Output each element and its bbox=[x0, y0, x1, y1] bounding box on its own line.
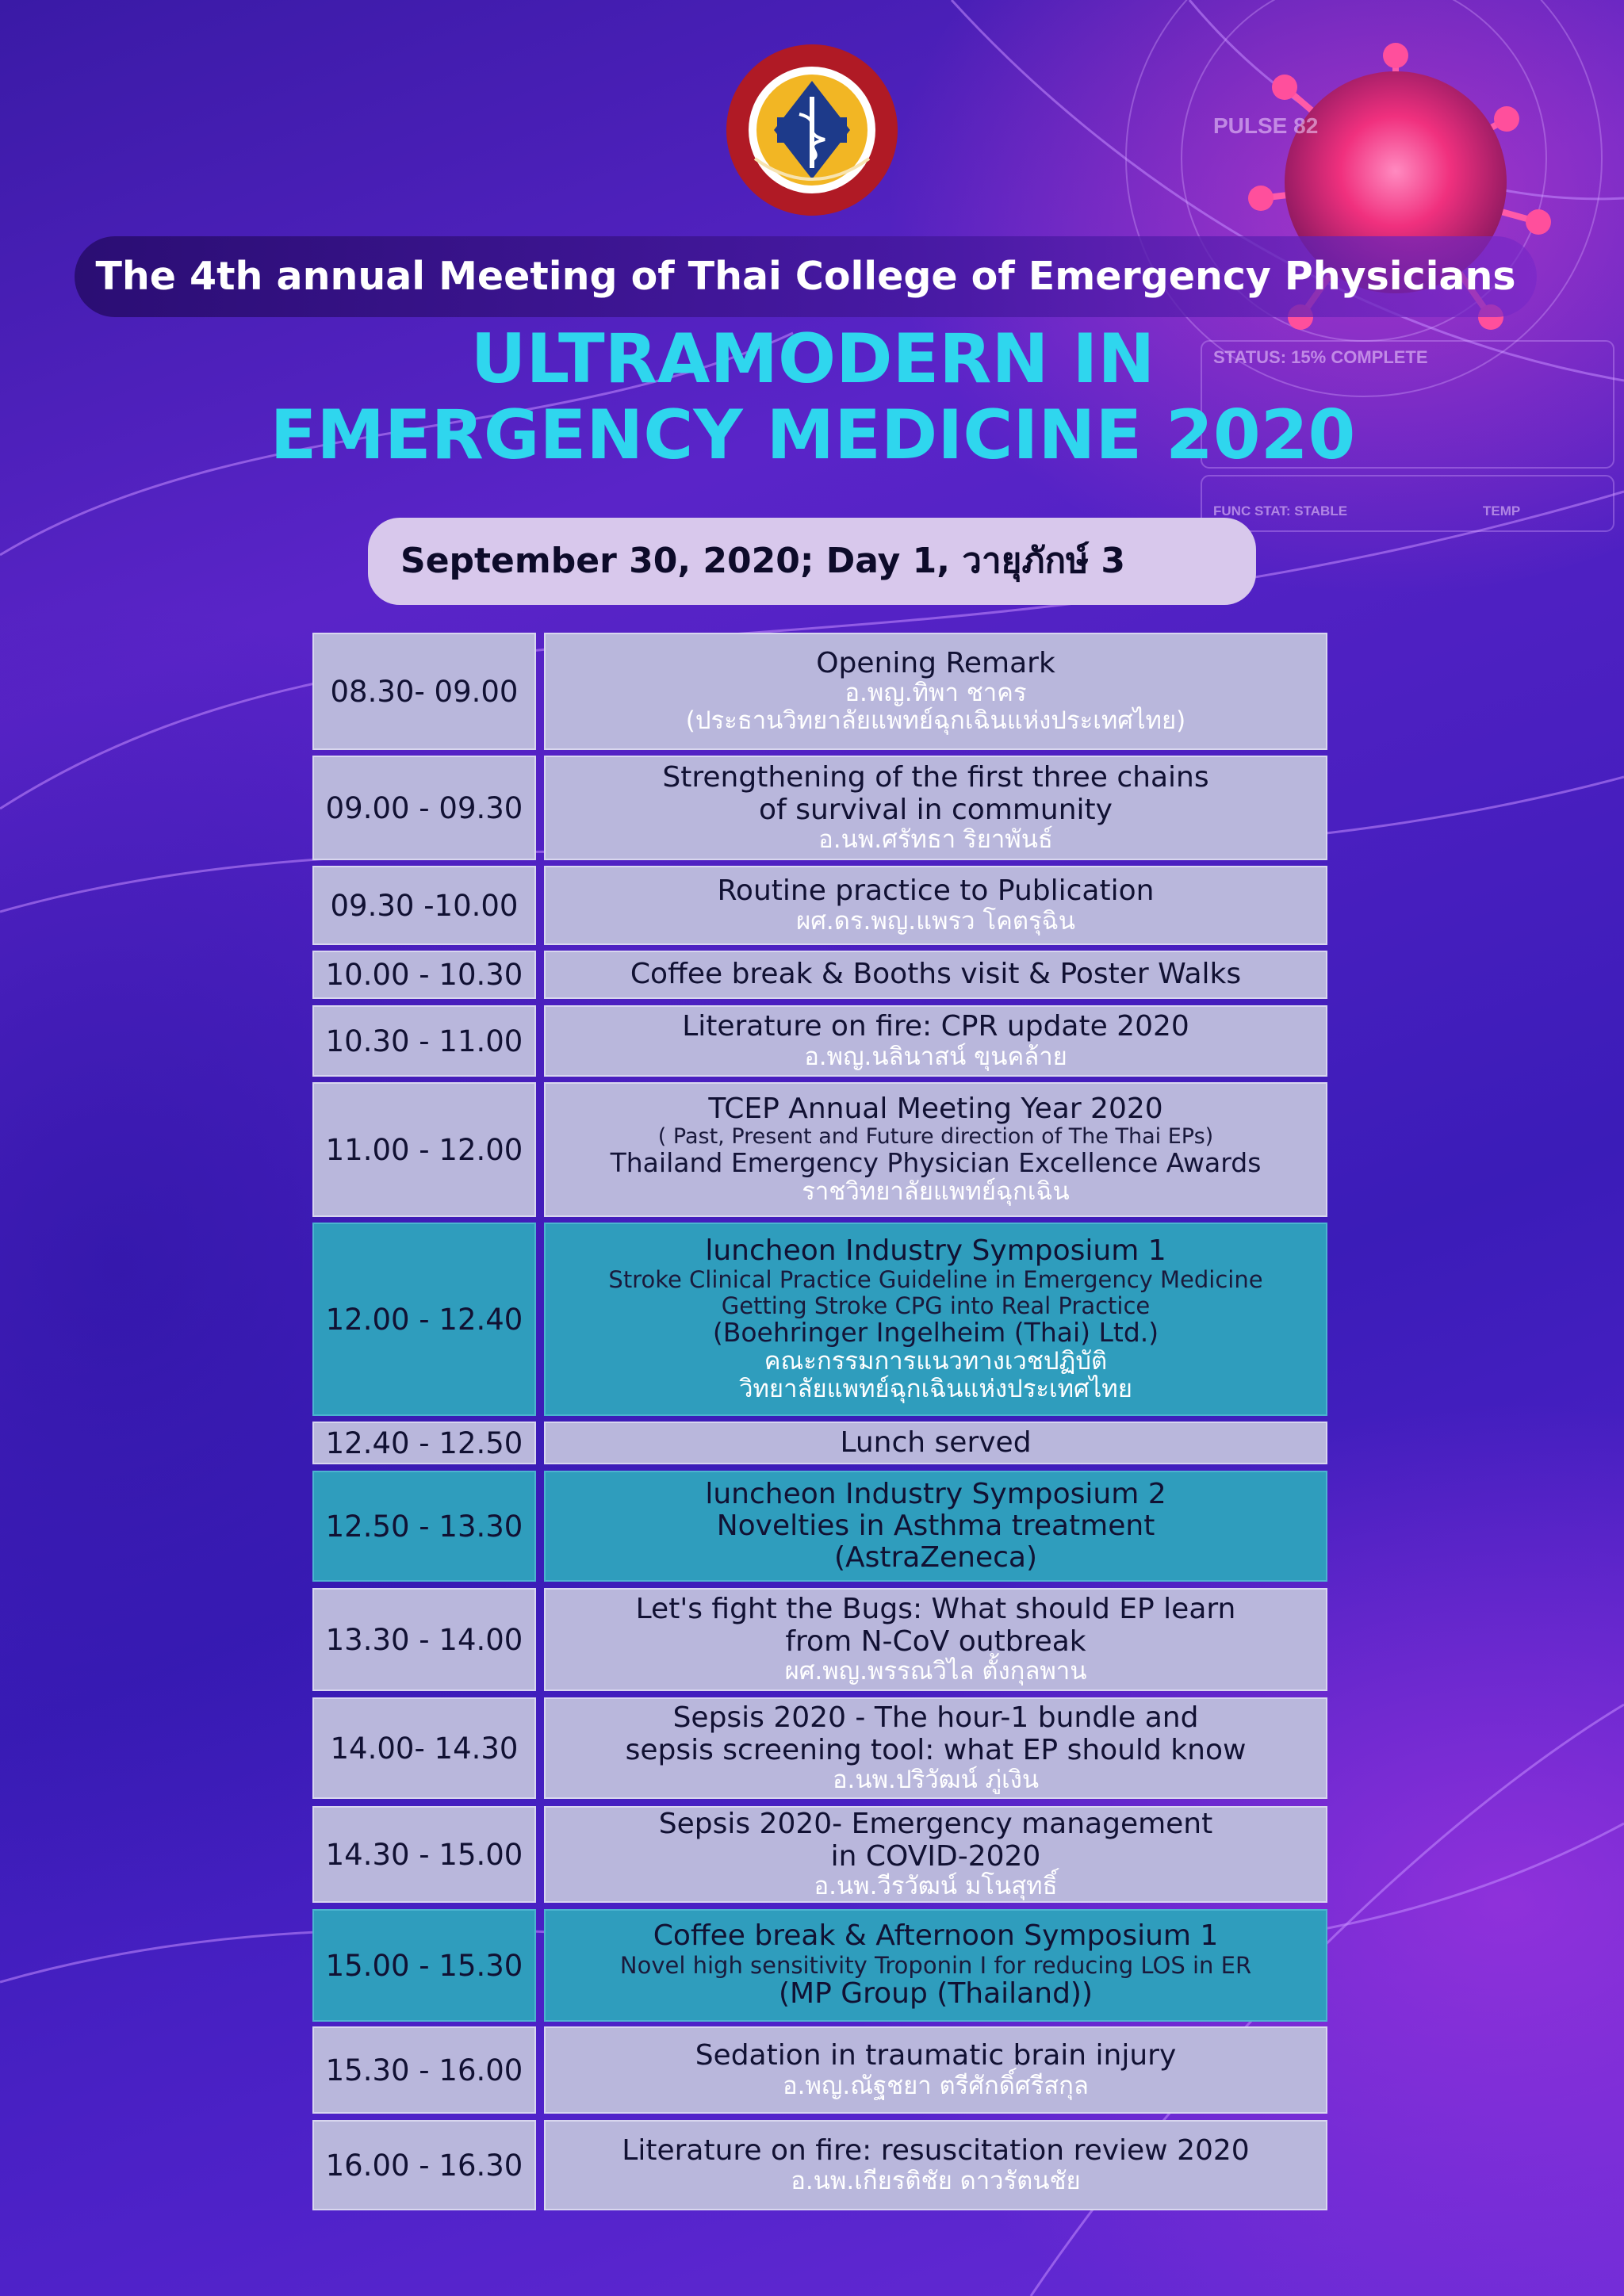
session-title-line: in COVID-2020 bbox=[830, 1839, 1041, 1873]
session-title-line: luncheon Industry Symposium 2 bbox=[705, 1477, 1166, 1510]
session-time: 16.00 - 16.30 bbox=[312, 2120, 536, 2210]
session-title-line: ( Past, Present and Future direction of The Thai EPs) bbox=[657, 1124, 1214, 1150]
schedule-row bbox=[312, 756, 1327, 860]
session-speaker: อ.นพ.วีรวัฒน์ มโนสุทธิ์ bbox=[814, 1871, 1058, 1900]
session-title-line: Routine practice to Publication bbox=[717, 874, 1155, 908]
session-title-line: Getting Stroke CPG into Real Practice bbox=[721, 1292, 1151, 1319]
session-details bbox=[544, 1422, 1327, 1464]
session-details bbox=[544, 2026, 1327, 2114]
session-time: 12.50 - 13.30 bbox=[312, 1471, 536, 1582]
session-time: 09.00 - 09.30 bbox=[312, 756, 536, 860]
session-speaker: อ.นพ.เกียรติชัย ดาวรัตนชัย bbox=[791, 2166, 1081, 2195]
session-time: 10.30 - 11.00 bbox=[312, 1005, 536, 1077]
headline-line-2: EMERGENCY MEDICINE 2020 bbox=[270, 396, 1356, 476]
session-details bbox=[544, 1223, 1327, 1416]
session-time: 10.00 - 10.30 bbox=[312, 951, 536, 999]
session-speaker: ผศ.พญ.พรรณวิไล ตั้งกุลพาน bbox=[784, 1656, 1087, 1686]
svg-text:PULSE 82: PULSE 82 bbox=[1213, 113, 1319, 138]
session-time: 13.30 - 14.00 bbox=[312, 1588, 536, 1691]
svg-text:FUNC STAT: STABLE: FUNC STAT: STABLE bbox=[1213, 503, 1348, 519]
session-details bbox=[544, 1005, 1327, 1077]
schedule-row bbox=[312, 1909, 1327, 2022]
schedule-row bbox=[312, 1082, 1327, 1217]
schedule-row bbox=[312, 1223, 1327, 1416]
session-title-line: Lunch served bbox=[840, 1425, 1032, 1459]
session-title-line: Literature on fire: CPR update 2020 bbox=[682, 1010, 1189, 1043]
schedule-row bbox=[312, 1588, 1327, 1691]
session-title-line: (AstraZeneca) bbox=[833, 1541, 1038, 1575]
schedule-row bbox=[312, 951, 1327, 999]
meeting-title: The 4th annual Meeting of Thai College of Emergency Physicians bbox=[95, 254, 1516, 299]
schedule-row bbox=[312, 1697, 1327, 1799]
session-time: 08.30- 09.00 bbox=[312, 633, 536, 750]
schedule-row bbox=[312, 1806, 1327, 1903]
session-time: 14.00- 14.30 bbox=[312, 1697, 536, 1799]
session-details bbox=[544, 1471, 1327, 1582]
session-time: 15.30 - 16.00 bbox=[312, 2026, 536, 2114]
event-date: September 30, 2020; Day 1, วายุภักษ์ 3 bbox=[400, 541, 1126, 581]
session-title-line: Novel high sensitivity Troponin I for reducing LOS in ER bbox=[619, 1951, 1252, 1979]
session-title-line: Literature on fire: resuscitation review 2020 bbox=[622, 2134, 1250, 2168]
session-title-line: Coffee break & Afternoon Symposium 1 bbox=[653, 1919, 1219, 1953]
session-title-line: Coffee break & Booths visit & Poster Walks bbox=[630, 958, 1242, 991]
session-title-line: (Boehringer Ingelheim (Thai) Ltd.) bbox=[712, 1317, 1159, 1349]
session-speaker: ผศ.ดร.พญ.แพรว โคตรุฉิน bbox=[796, 906, 1075, 936]
session-details bbox=[544, 633, 1327, 750]
schedule-row bbox=[312, 1471, 1327, 1582]
session-speaker: (ประธานวิทยาลัยแพทย์ฉุกเฉินแห่งประเทศไทย) bbox=[685, 706, 1186, 736]
schedule-row bbox=[312, 1005, 1327, 1077]
session-speaker: ราชวิทยาลัยแพทย์ฉุกเฉิน bbox=[802, 1177, 1070, 1207]
session-speaker: วิทยาลัยแพทย์ฉุกเฉินแห่งประเทศไทย bbox=[739, 1375, 1132, 1404]
session-title-line: Sepsis 2020- Emergency management bbox=[658, 1808, 1213, 1841]
session-details bbox=[544, 1806, 1327, 1903]
session-speaker: อ.พญ.นลินาสน์ ขุนคล้าย bbox=[804, 1042, 1067, 1071]
session-speaker: อ.นพ.ศรัทธา ริยาพันธ์ bbox=[818, 825, 1053, 854]
session-title-line: luncheon Industry Symposium 1 bbox=[705, 1234, 1166, 1268]
session-title-line: (MP Group (Thailand)) bbox=[778, 1977, 1094, 2011]
headline-line-1: ULTRAMODERN IN bbox=[470, 320, 1155, 399]
session-title-line: Let's fight the Bugs: What should EP learn bbox=[635, 1593, 1236, 1626]
session-speaker: อ.พญ.ทิพา ชาคร bbox=[845, 679, 1027, 708]
session-details bbox=[544, 951, 1327, 999]
session-title-line: of survival in community bbox=[759, 793, 1113, 826]
college-logo bbox=[723, 41, 901, 219]
session-time: 14.30 - 15.00 bbox=[312, 1806, 536, 1903]
svg-text:TEMP: TEMP bbox=[1483, 503, 1521, 519]
session-time: 12.00 - 12.40 bbox=[312, 1223, 536, 1416]
schedule-row bbox=[312, 866, 1327, 945]
schedule-row bbox=[312, 1422, 1327, 1464]
session-time: 15.00 - 15.30 bbox=[312, 1909, 536, 2022]
event-headline bbox=[159, 321, 1467, 474]
session-title-line: Opening Remark bbox=[816, 647, 1055, 680]
session-details bbox=[544, 1588, 1327, 1691]
schedule-row bbox=[312, 2026, 1327, 2114]
session-speaker: คณะกรรมการแนวทางเวชปฏิบัติ bbox=[764, 1347, 1108, 1376]
schedule-row bbox=[312, 633, 1327, 750]
session-details bbox=[544, 866, 1327, 945]
session-title-line: Stroke Clinical Practice Guideline in Emergency Medicine bbox=[608, 1266, 1263, 1294]
session-title-line: from N-CoV outbreak bbox=[785, 1624, 1086, 1658]
session-speaker: อ.พญ.ณัฐชยา ตรีศักดิ์ศรีสกุล bbox=[783, 2071, 1089, 2100]
svg-text:STATUS: 15% COMPLETE: STATUS: 15% COMPLETE bbox=[1213, 347, 1428, 367]
session-details bbox=[544, 1909, 1327, 2022]
session-title-line: Sedation in traumatic brain injury bbox=[695, 2039, 1177, 2072]
session-time: 09.30 -10.00 bbox=[312, 866, 536, 945]
session-title-line: Novelties in Asthma treatment bbox=[716, 1509, 1155, 1542]
session-title-line: Sepsis 2020 - The hour-1 bundle and bbox=[672, 1701, 1199, 1735]
session-details bbox=[544, 2120, 1327, 2210]
session-title-line: Strengthening of the first three chains bbox=[662, 761, 1209, 794]
session-title-line: Thailand Emergency Physician Excellence Awards bbox=[610, 1147, 1262, 1179]
session-speaker: อ.นพ.ปริวัฒน์ ภู่เงิน bbox=[832, 1765, 1040, 1794]
session-details bbox=[544, 756, 1327, 860]
session-time: 12.40 - 12.50 bbox=[312, 1422, 536, 1464]
schedule-row bbox=[312, 2120, 1327, 2210]
session-title-line: sepsis screening tool: what EP should know bbox=[625, 1733, 1247, 1766]
session-details bbox=[544, 1082, 1327, 1217]
session-details bbox=[544, 1697, 1327, 1799]
session-time: 11.00 - 12.00 bbox=[312, 1082, 536, 1217]
session-title-line: TCEP Annual Meeting Year 2020 bbox=[708, 1092, 1163, 1125]
